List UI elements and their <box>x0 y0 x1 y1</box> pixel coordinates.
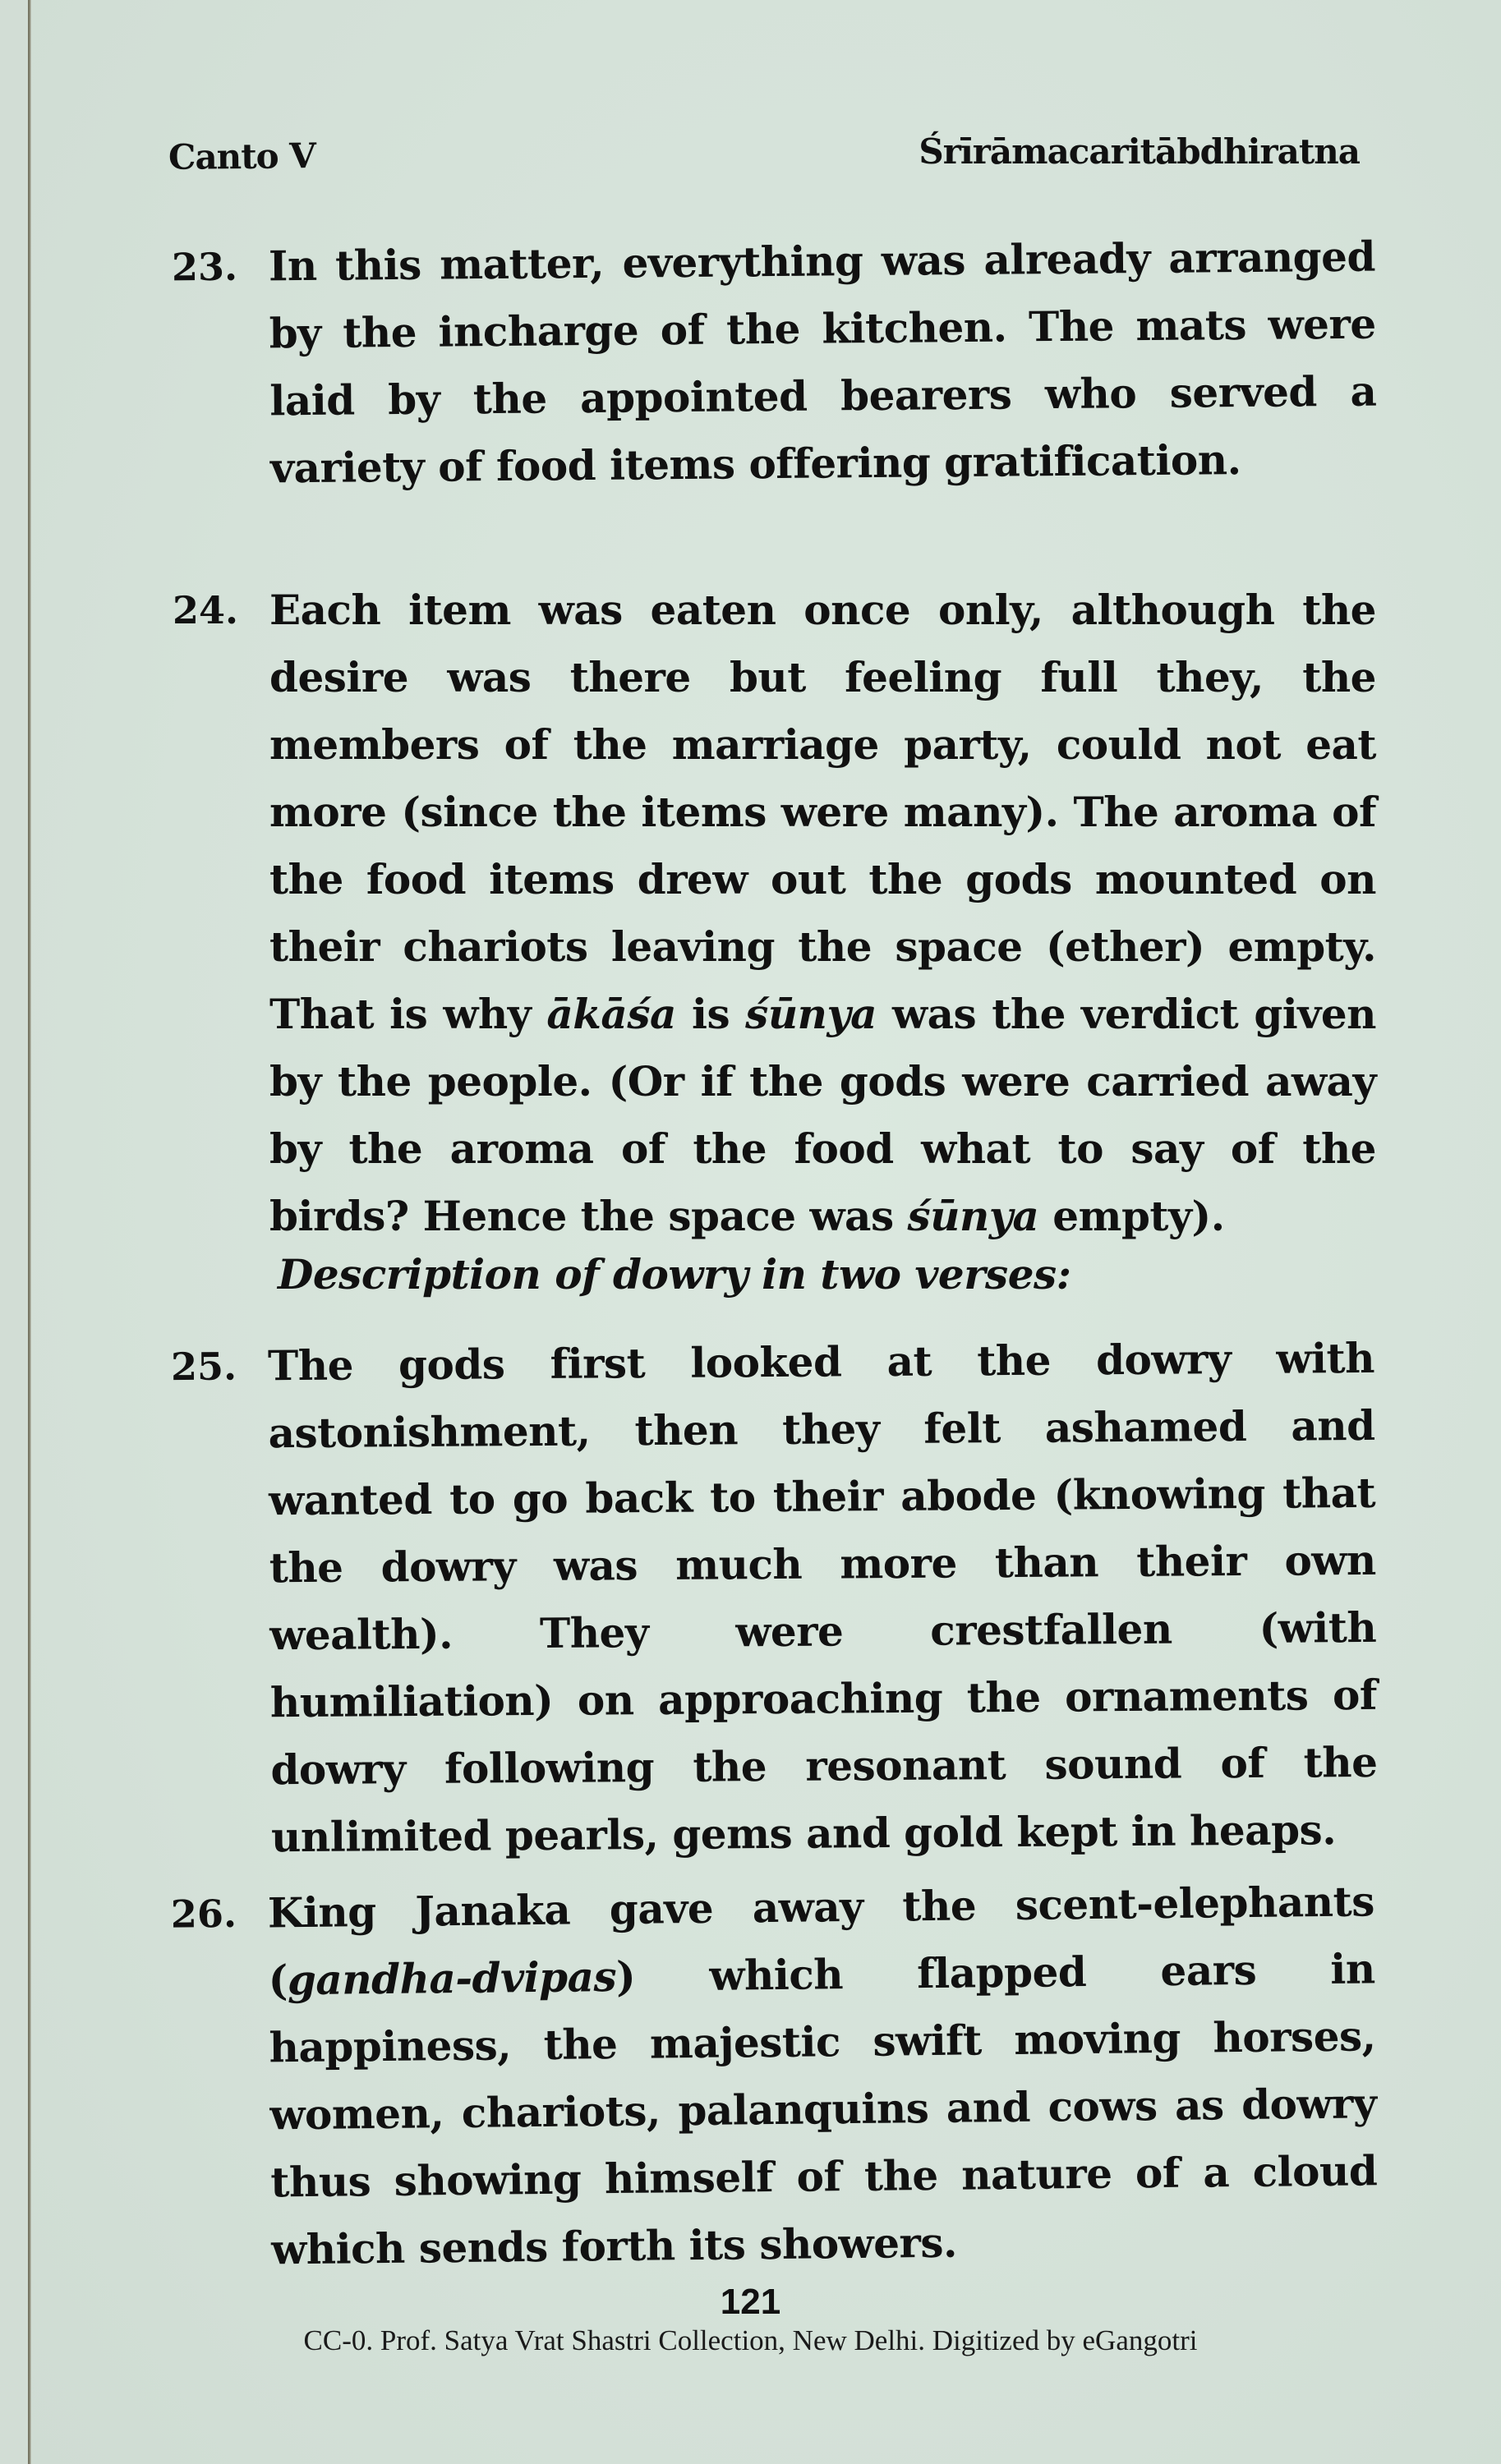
digitization-credit: CC-0. Prof. Satya Vrat Shastri Collection, New Delhi. Digitized by eGangotri <box>303 2324 1198 2356</box>
page-number: 121 <box>720 2282 781 2322</box>
verse-text <box>269 577 1376 1250</box>
sanskrit-term: ākāśa <box>546 990 676 1038</box>
text-segment: empty). <box>1038 1192 1225 1240</box>
scan-margin <box>0 0 28 2464</box>
verse-24 <box>173 577 1376 1250</box>
book-title: Śrīrāmacaritābdhiratna <box>919 131 1360 172</box>
text-segment: ) which flapped ears in happiness, the majestic swift moving horses, women, chariots, palanquins and cows as dowry thus showing himself of the nature of a cloud which sends forth its showers. <box>269 1944 1378 2274</box>
verse-25 <box>171 1325 1379 1872</box>
verse-number: 23. <box>171 244 238 290</box>
running-header <box>168 131 1360 181</box>
verse-number: 26. <box>170 1891 237 1937</box>
sanskrit-term: gandha-dvipas <box>287 1952 617 2005</box>
text-segment: is <box>675 990 746 1038</box>
text-segment: In this matter, everything was already arranged by the incharge of the kitchen. The mats were laid by the appointed bearers who served a variety of food items offering gratification. <box>268 232 1377 493</box>
text-segment: was the verdict given by the people. (Or if the gods were carried away by the aroma of the food what to say of the birds? Hence the space was <box>269 990 1376 1240</box>
verse-text <box>268 1325 1379 1871</box>
verse-number: 25. <box>170 1344 237 1390</box>
text-segment: Each item was eaten once only, although the desire was there but feeling full they, the members of the marriage party, could not eat more (since the items were many). The aroma of the food items drew out the gods mounted on their chariots leaving the space (ether) empty. That is why <box>269 586 1376 1038</box>
sanskrit-term: śūnya <box>907 1192 1039 1240</box>
section-heading: Description of dowry in two verses: <box>278 1250 1071 1299</box>
canto-label: Canto V <box>168 136 316 177</box>
sanskrit-term: śūnya <box>745 990 877 1038</box>
verse-number: 24. <box>173 588 239 632</box>
text-segment: The gods first looked at the dowry with astonishment, then they felt ashamed and wanted to go back to their abode (knowing that the dowry was much more than their own wealth). They were crestfallen (with humiliation) on approaching the ornaments of dowry following the resonant sound of the unlimited pearls, gems and gold kept in heaps. <box>267 1333 1378 1862</box>
text-segment: King Janaka gave away the scent-elephants ( <box>267 1877 1375 2005</box>
verse-text <box>267 1868 1378 2283</box>
verse-26 <box>170 1868 1378 2284</box>
verse-text <box>269 223 1378 503</box>
verse-23 <box>172 223 1378 503</box>
